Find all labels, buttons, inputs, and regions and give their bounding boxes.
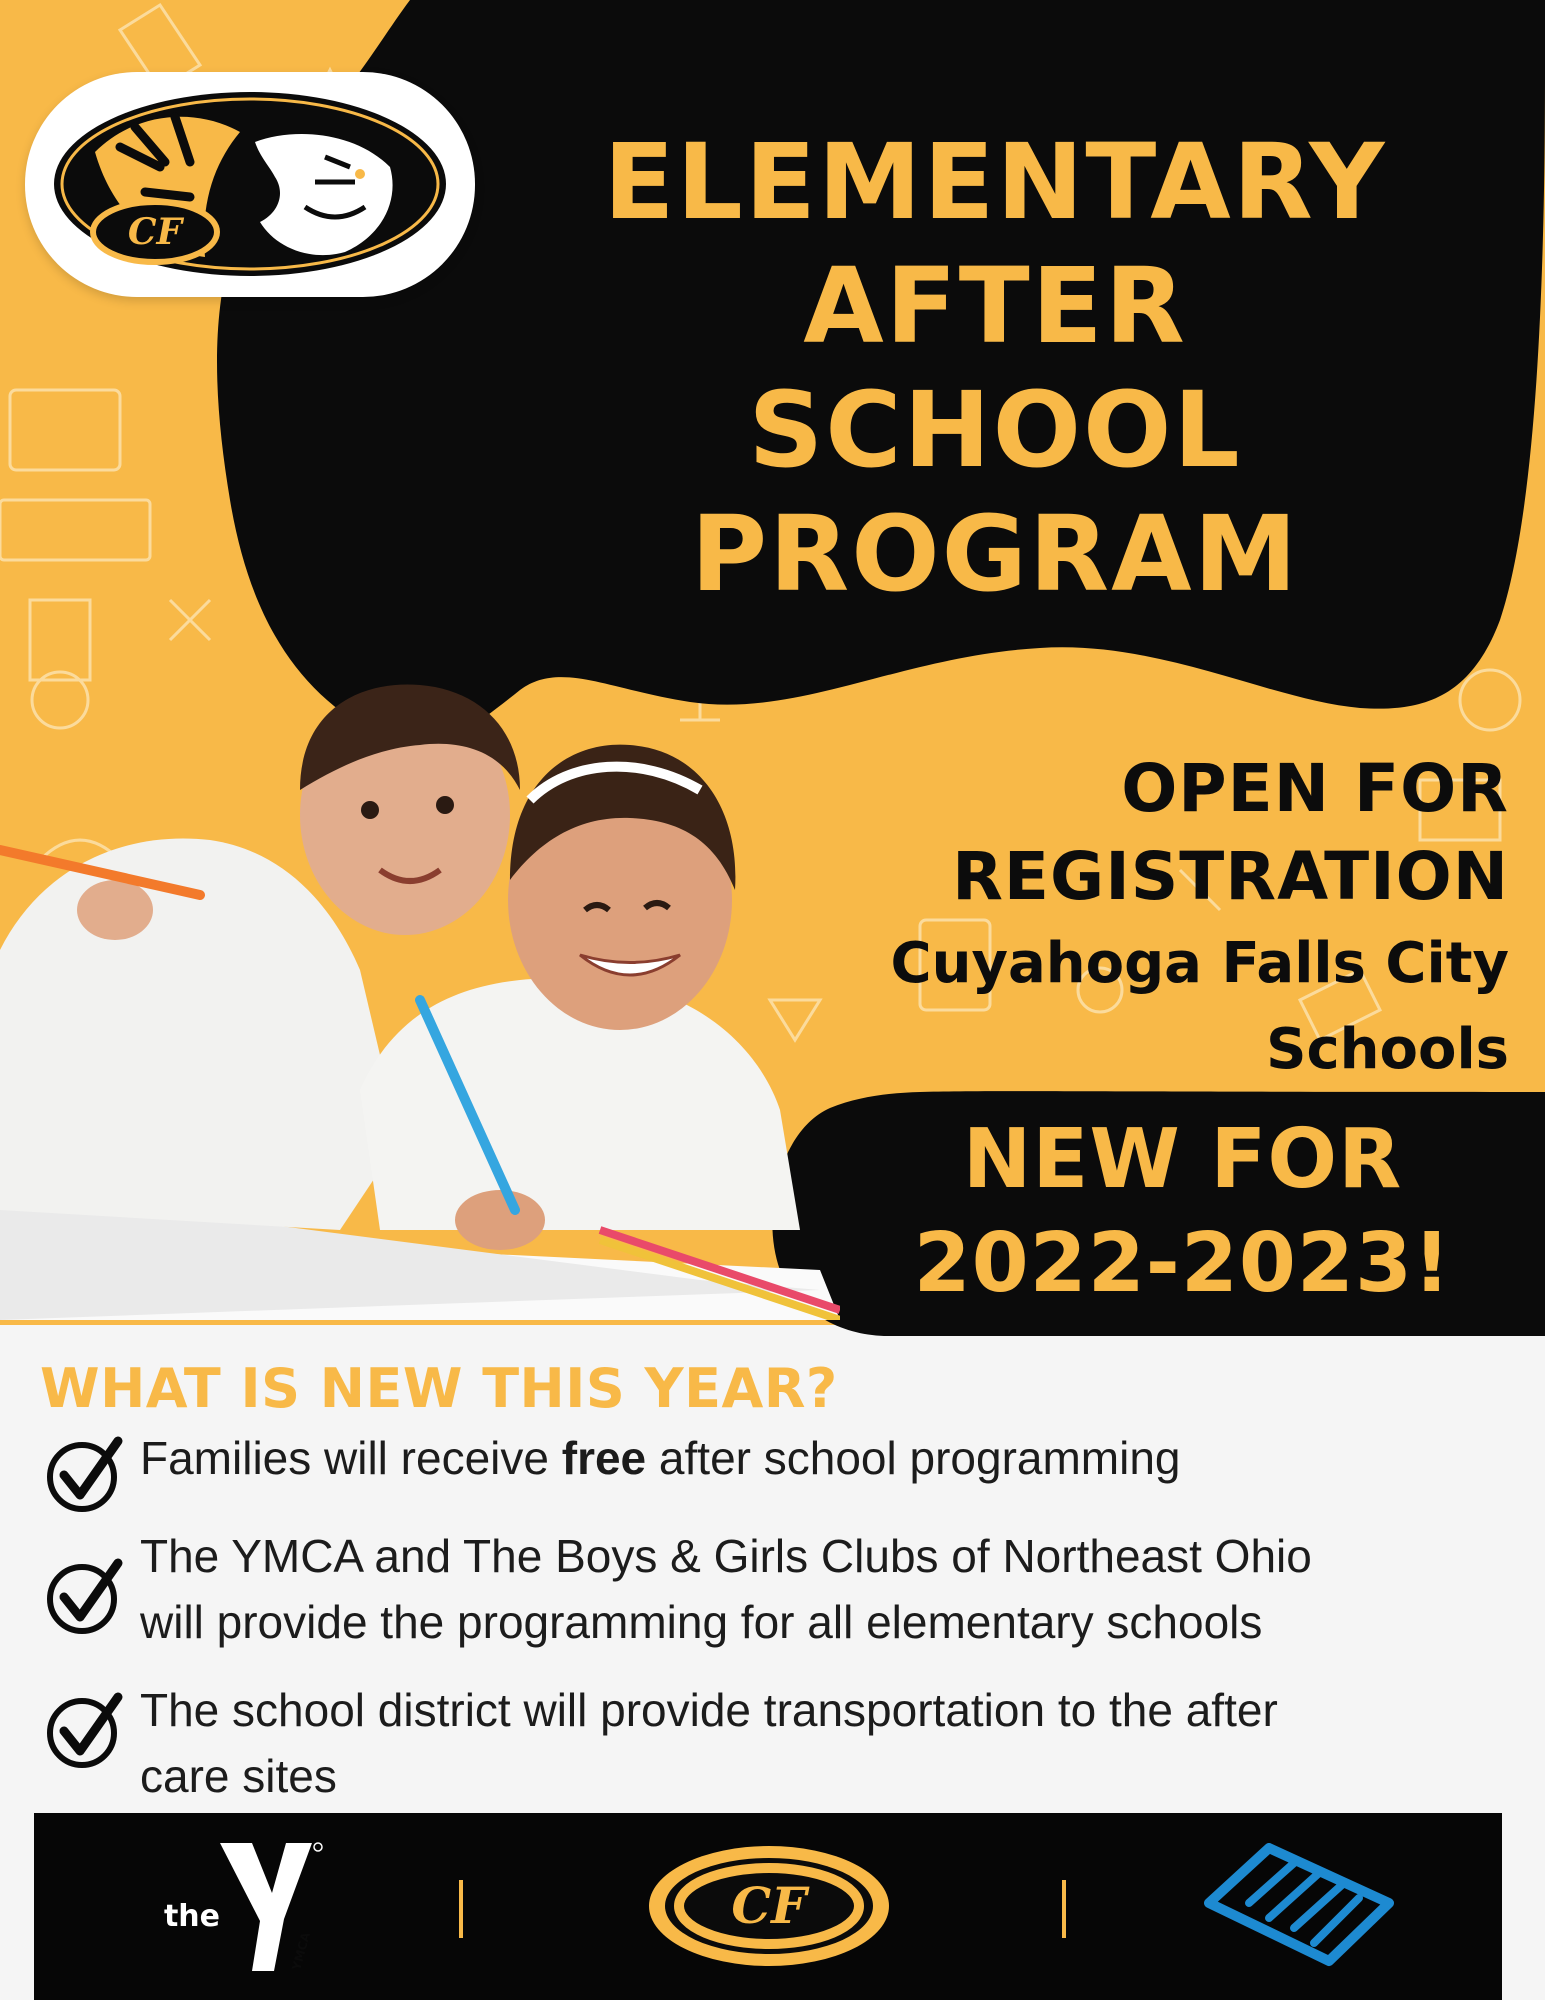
tiger-logo-badge (25, 72, 475, 297)
district-name-line-2: Schools (1266, 1017, 1509, 1082)
registration-label: REGISTRATION (952, 838, 1509, 915)
checkmark-icon (42, 1687, 126, 1771)
section-heading: WHAT IS NEW THIS YEAR? (40, 1357, 838, 1420)
bullet-1-text-b: after school programming (646, 1432, 1181, 1484)
partner-logos-footer (34, 1813, 1502, 2000)
bullet-text-3 (140, 1677, 1520, 1809)
bullet-2-line-2: will provide the programming for all elementary schools (140, 1596, 1263, 1648)
district-name-line-1: Cuyahoga Falls City (890, 931, 1509, 996)
svg-text:CF: CF (127, 211, 183, 253)
tiger-cf-logo-icon (25, 72, 475, 297)
open-for-label: OPEN FOR (1121, 750, 1509, 827)
separator (1062, 1880, 1066, 1938)
cf-logo-text: CF (731, 1876, 807, 1935)
title-line-4: PROGRAM (690, 493, 1300, 615)
boys-girls-club-hands-icon (1199, 1843, 1399, 1968)
title-line-3: SCHOOL (748, 369, 1242, 491)
program-title (560, 120, 1430, 616)
ymca-vertical-text: YMCA (289, 1930, 313, 1972)
bullet-text-1 (140, 1425, 1520, 1491)
ymca-the-word: the (163, 1899, 221, 1934)
separator (459, 1880, 463, 1938)
cf-logo-icon (639, 1831, 899, 1981)
checkmark-icon (42, 1553, 126, 1637)
title-line-2: AFTER (803, 245, 1187, 367)
bullet-1-bold: free (561, 1432, 647, 1484)
bullet-3-line-1: The school district will provide transportation to the after (140, 1684, 1278, 1736)
bullet-text-2 (140, 1523, 1520, 1655)
school-year-label: 2022-2023! (913, 1216, 1452, 1311)
title-line-1: ELEMENTARY (603, 121, 1387, 243)
registration-block (709, 745, 1509, 1093)
new-for-label: NEW FOR (962, 1112, 1403, 1207)
checkmark-icon (42, 1431, 126, 1515)
bullet-1-text-a: Families will receive (140, 1432, 562, 1484)
new-for-banner (860, 1108, 1505, 1316)
ymca-logo-icon (154, 1831, 384, 1981)
bullet-2-line-1: The YMCA and The Boys & Girls Clubs of Northeast Ohio (140, 1530, 1312, 1582)
bullet-3-line-2: care sites (140, 1750, 337, 1802)
